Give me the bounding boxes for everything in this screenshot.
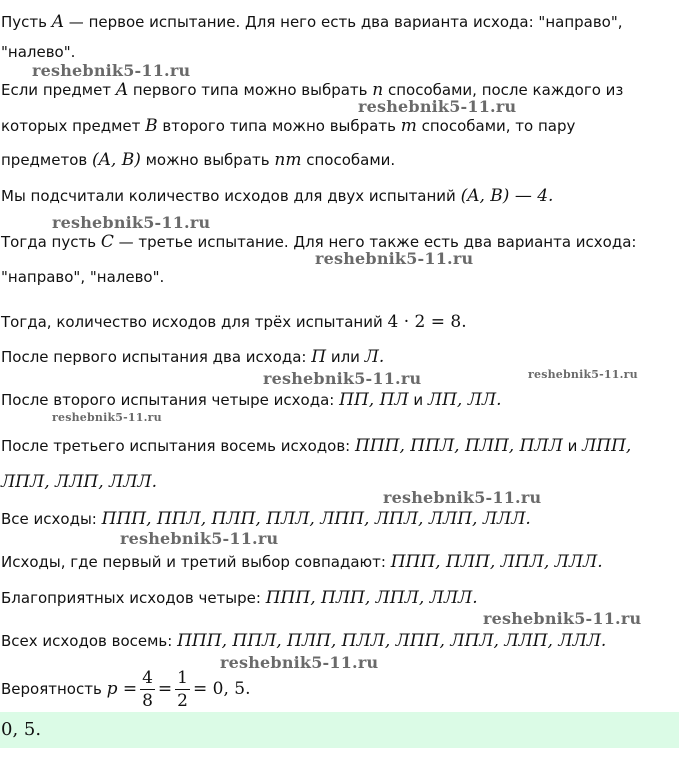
watermark: reshebnik5-11.ru — [483, 609, 642, 628]
watermark: reshebnik5-11.ru — [263, 369, 422, 388]
line-4: которых предмет B второго типа можно выбрать m способами, то пару — [1, 116, 576, 136]
watermark: reshebnik5-11.ru — [120, 529, 279, 548]
line-12: После третьего испытания восемь исходов: ППП, ППЛ, ПЛП, ПЛЛ и ЛПП, — [1, 436, 632, 456]
line-16: Благоприятных исходов четыре: ППП, ПЛП, ЛПЛ, ЛЛЛ. — [1, 588, 478, 608]
answer-box — [0, 712, 679, 748]
line-6: Мы подсчитали количество исходов для двух испытаний (A, B) — 4. — [1, 186, 554, 206]
line-17: Всех исходов восемь: ППП, ППЛ, ПЛП, ПЛЛ, ЛПП, ЛПЛ, ЛЛП, ЛЛЛ. — [1, 631, 607, 651]
watermark: reshebnik5-11.ru — [52, 213, 211, 232]
line-7: Тогда пусть C — третье испытание. Для него также есть два варианта исхода: — [1, 232, 637, 252]
watermark: reshebnik5-11.ru — [528, 368, 638, 381]
line-1: Пусть A — первое испытание. Для него есть два варианта исхода: "направо", — [1, 12, 623, 32]
watermark: reshebnik5-11.ru — [220, 653, 379, 672]
fraction-4-8: $\frac{4}{8}$ — [142, 668, 153, 711]
line-5: предметов (A, B) можно выбрать nm способами. — [1, 150, 396, 170]
line-9: Тогда, количество исходов для трёх испытаний 4 · 2 = 8. — [1, 312, 467, 332]
answer-value: 0, 5. — [1, 719, 42, 740]
line-11: После второго испытания четыре исхода: ПП, ПЛ и ЛП, ЛЛ. — [1, 390, 502, 410]
line-10: После первого испытания два исхода: П или Л. — [1, 347, 385, 367]
line-13: ЛПЛ, ЛЛП, ЛЛЛ. — [1, 472, 157, 492]
line-18: Вероятность p = $\frac{4}{8}$ = $\frac{1}{2}$ = 0, 5. — [1, 668, 251, 711]
watermark: reshebnik5-11.ru — [32, 61, 191, 80]
watermark: reshebnik5-11.ru — [383, 488, 542, 507]
watermark: reshebnik5-11.ru — [358, 97, 517, 116]
line-8: "направо", "налево". — [1, 268, 165, 286]
line-14: Все исходы: ППП, ППЛ, ПЛП, ПЛЛ, ЛПП, ЛПЛ, ЛЛП, ЛЛЛ. — [1, 509, 531, 529]
line-2: "налево". — [1, 43, 76, 61]
line-3: Если предмет A первого типа можно выбрать n способами, после каждого из — [1, 80, 624, 100]
fraction-1-2: $\frac{1}{2}$ — [177, 668, 188, 711]
watermark: reshebnik5-11.ru — [52, 411, 162, 424]
watermark: reshebnik5-11.ru — [315, 249, 474, 268]
line-15: Исходы, где первый и третий выбор совпадают: ППП, ПЛП, ЛПЛ, ЛЛЛ. — [1, 552, 603, 572]
